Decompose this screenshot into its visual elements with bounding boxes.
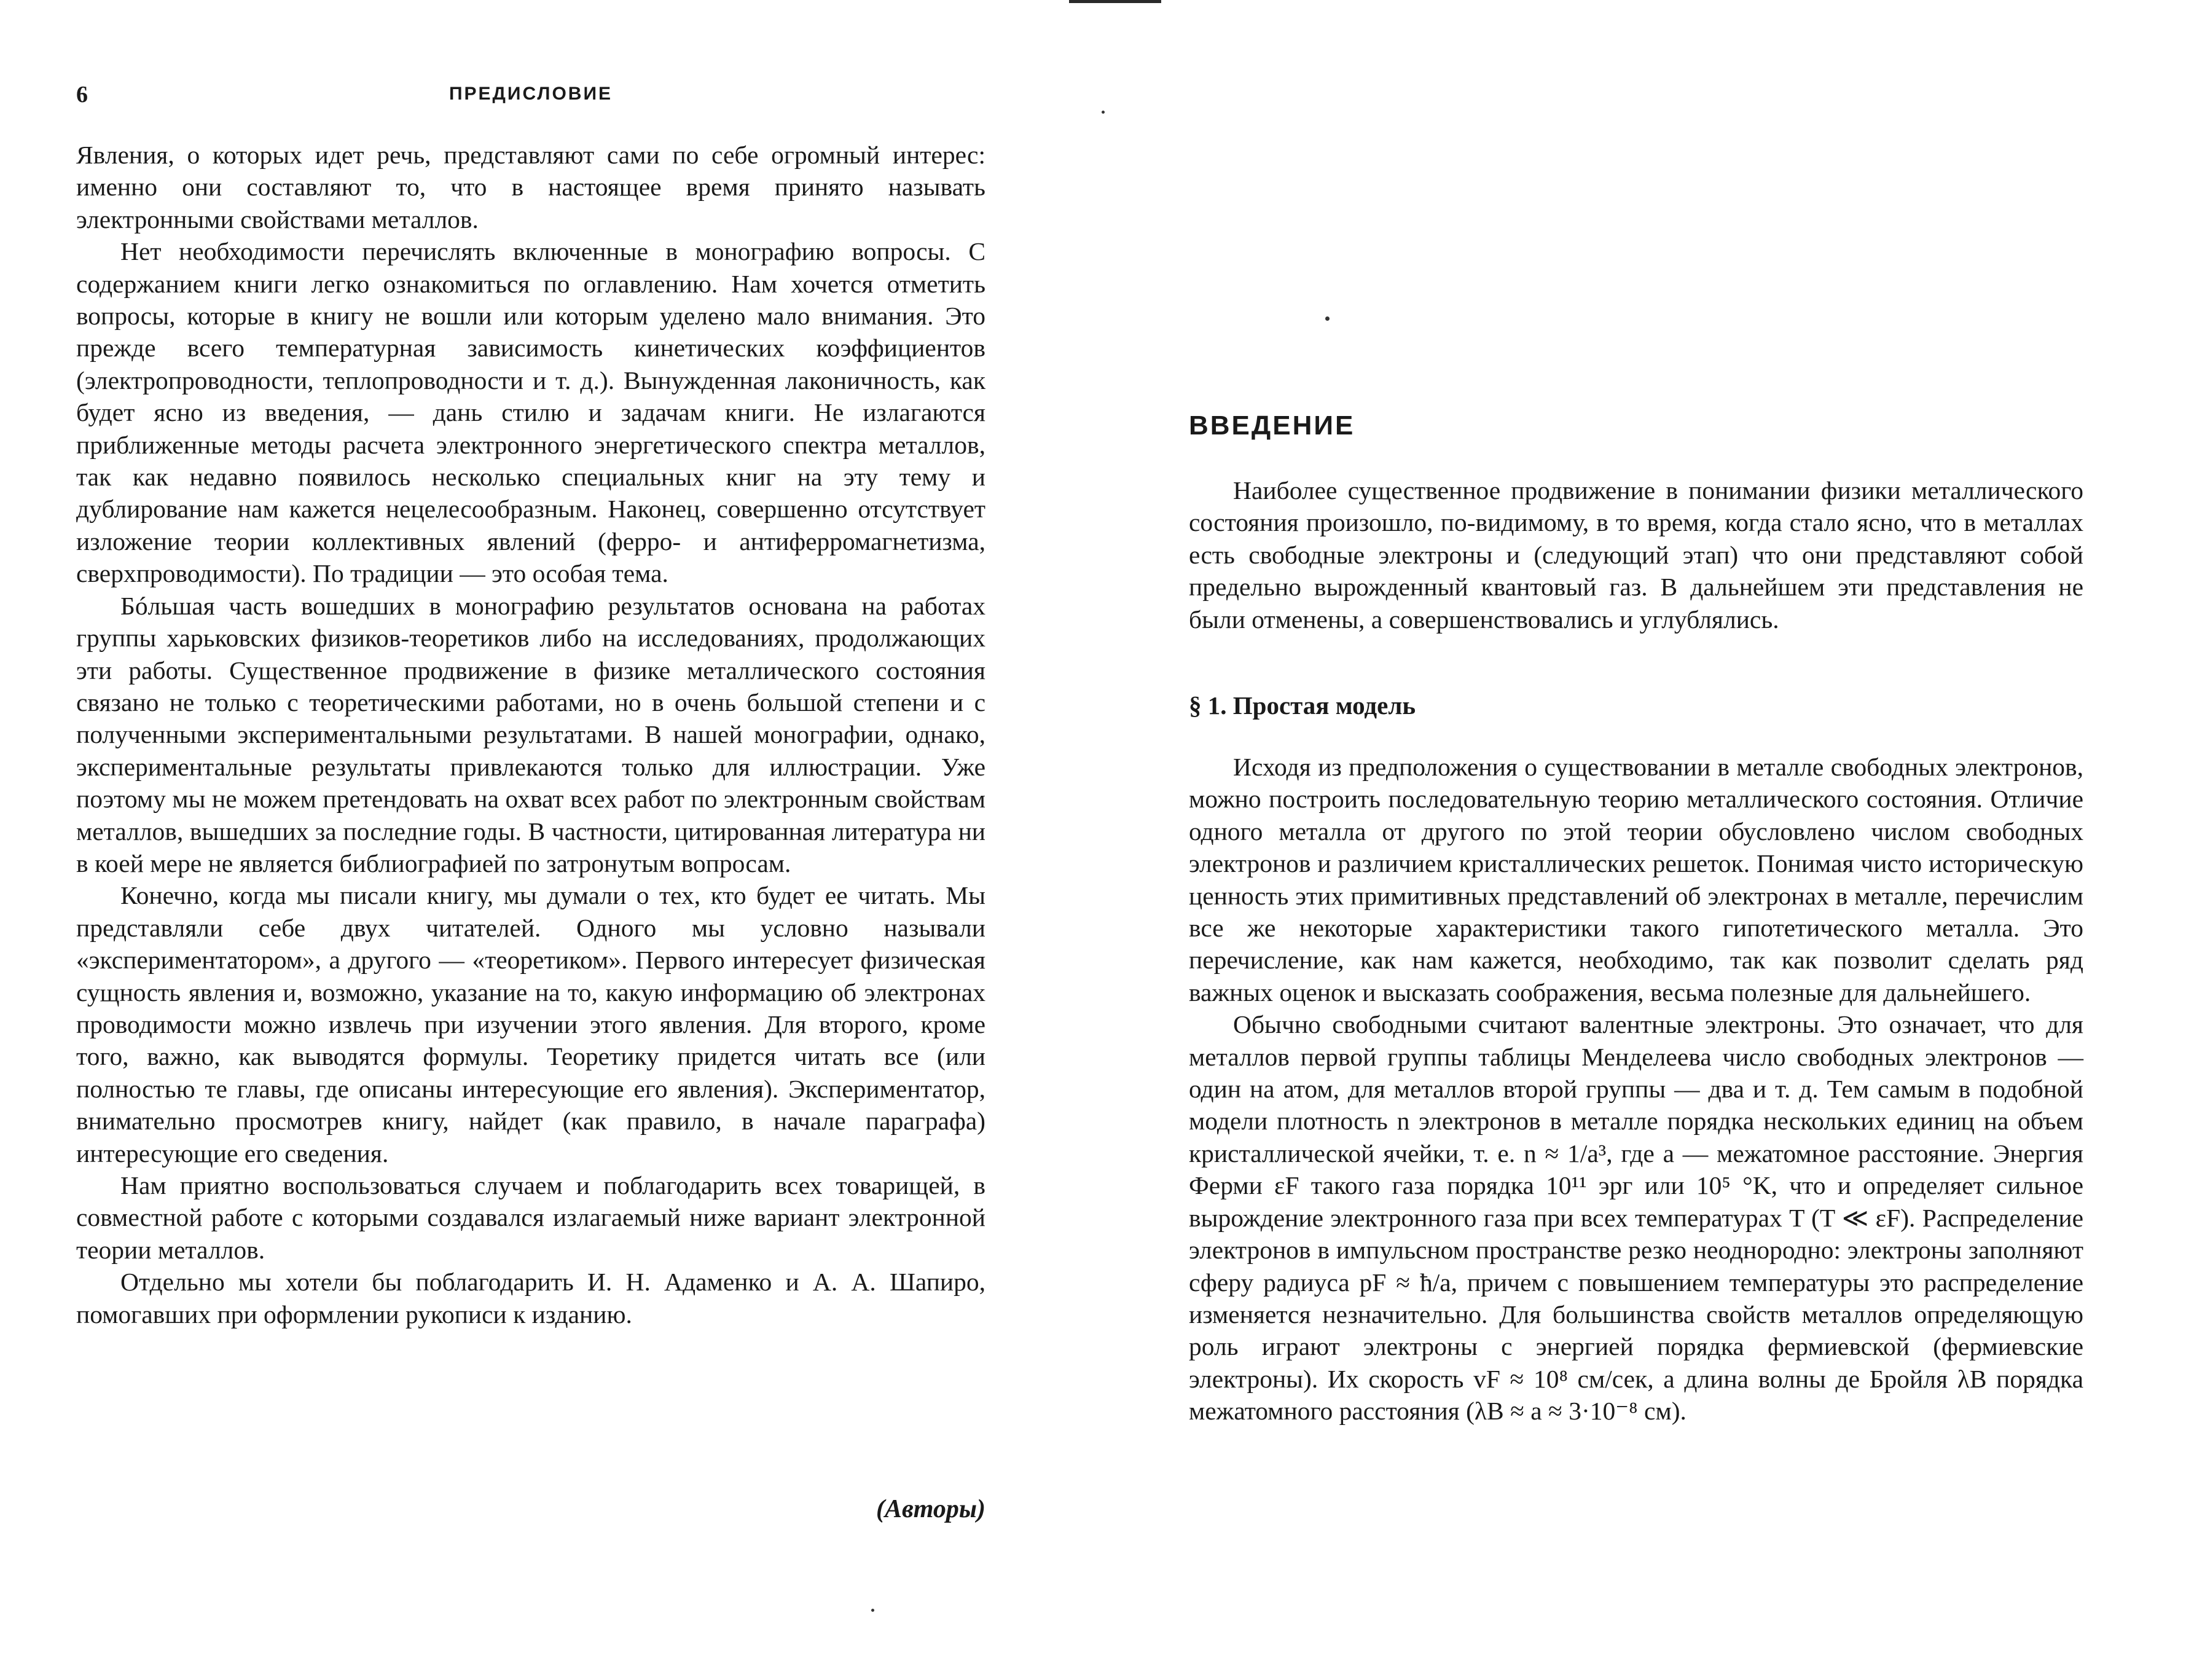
section-paragraph: Исходя из предположения о существовании в металле свободных электронов, можно построить последовательную теорию металлического состояния. Отличие одного металла от другого по этой теории обусловлено числом свободных электронов и различием кристаллических решеток. Понимая чисто историческую ценность этих примитивных представлений об электронах в металле, перечислим все же некоторые характеристики такого гипотетического металла. Это перечисление, как нам кажется, необходимо, так как позволит сделать ряд важных оценок и высказать соображения, весьма полезные для дальнейшего. [1189, 753, 2083, 1007]
scan-speck [1102, 111, 1105, 114]
scan-speck [1325, 316, 1330, 321]
section-body [1189, 751, 2083, 1427]
scan-top-rule [1069, 0, 1161, 3]
preface-paragraph: Отдельно мы хотели бы поблагодарить И. Н. Адаменко и А. А. Шапиро, помогавших при оформлении рукописи к изданию. [76, 1268, 985, 1329]
preface-paragraph: Явления, о которых идет речь, представляют сами по себе огромный интерес: именно они составляют то, что в настоящее время принято называть электронными свойствами металлов. [76, 141, 985, 234]
preface-paragraph: Нам приятно воспользоваться случаем и поблагодарить всех товарищей, в совместной работе с которыми создавался излагаемый ниже вариант электронной теории металлов. [76, 1171, 985, 1264]
page-number: 6 [76, 82, 88, 108]
section-paragraph: Обычно свободными считают валентные электроны. Это означает, что для металлов первой группы таблицы Менделеева число свободных электронов — один на атом, для металлов второй группы — два и т. д. Тем самым в подобной модели плотность n электронов в металле порядка нескольких единиц на объем кристаллической ячейки, т. е. n ≈ 1/a³, где a — межатомное расстояние. Энергия Ферми εF такого газа порядка 10¹¹ эрг или 10⁵ °K, что и определяет сильное вырождение электронного газа при всех температурах T (T ≪ εF). Распределение электронов в импульсном пространстве резко неоднородно: электроны заполняют сферу радиуса pF ≈ ħ/a, причем с повышением температуры это распределение изменяется незначительно. Для большинства свойств металлов определяющую роль играют электроны с энергией порядка фермиевской (фермиевские электроны). Их скорость vF ≈ 10⁸ см/сек, а длина волны де Бройля λB порядка межатомного расстояния (λB ≈ a ≈ 3·10⁻⁸ см). [1189, 1010, 2083, 1426]
scan-speck [871, 1609, 874, 1612]
preface-paragraph: Бóльшая часть вошедших в монографию результатов основана на работах группы харьковских физиков-теоретиков либо на исследованиях, продолжающих эти работы. Существенное продвижение в физике металлического состояния связано не только с теоретическими работами, но в очень большой степени и с полученными экспериментальными результатами. В нашей монографии, однако, экспериментальные результаты привлекаются только для иллюстрации. Уже поэтому мы не можем претендовать на охват всех работ по электронным свойствам металлов, вышедших за последние годы. В частности, цитированная литература ни в коей мере не является библиографией по затронутым вопросам. [76, 591, 985, 877]
preface-body [76, 139, 985, 1330]
authors-signature: (Авторы) [876, 1495, 985, 1523]
intro-paragraph: Наиболее существенное продвижение в понимании физики металлического состояния произошло, по-видимому, в то время, когда стало ясно, что в металлах есть свободные электроны и (следующий этап) что они представляют собой предельно вырожденный квантовый газ. В дальнейшем эти представления не были отменены, а совершенствовались и углублялись. [1189, 476, 2083, 634]
preface-paragraph: Конечно, когда мы писали книгу, мы думали о тех, кто будет ее читать. Мы представляли себе двух читателей. Одного мы условно называли «экспериментатором», а другого — «теоретиком». Первого интересует физическая сущность явления и, возможно, указание на то, какую информацию об электронах проводимости можно извлечь при изучении этого явления. Для второго, кроме того, важно, как выводятся формулы. Теоретику придется читать все (или полностью те главы, где описаны интересующие его явления). Экспериментатор, внимательно просмотрев книгу, найдет (как правило, в начале параграфа) интересующие его сведения. [76, 881, 985, 1168]
section-heading: § 1. Простая модель [1189, 691, 1416, 720]
introduction-body [1189, 474, 2083, 635]
preface-paragraph: Нет необходимости перечислять включенные в монографию вопросы. С содержанием книги легко ознакомиться по оглавлению. Нам хочется отметить вопросы, которые в книгу не вошли или которым уделено мало внимания. Это прежде всего температурная зависимость кинетических коэффициентов (электропроводности, теплопроводности и т. д.). Вынужденная лаконичность, как будет ясно из введения, — дань стилю и задачам книги. Не излагаются приближенные методы расчета электронного энергетического спектра металлов, так как недавно появилось несколько специальных книг на эту тему и дублирование нам кажется нецелесообразным. Наконец, совершенно отсутствует изложение теории коллективных явлений (ферро- и антиферромагнетизма, сверхпроводимости). По традиции — это особая тема. [76, 237, 985, 588]
running-head-title: ПРЕДИСЛОВИЕ [449, 84, 613, 104]
chapter-title: ВВЕДЕНИЕ [1189, 410, 1355, 441]
running-head [76, 81, 985, 112]
